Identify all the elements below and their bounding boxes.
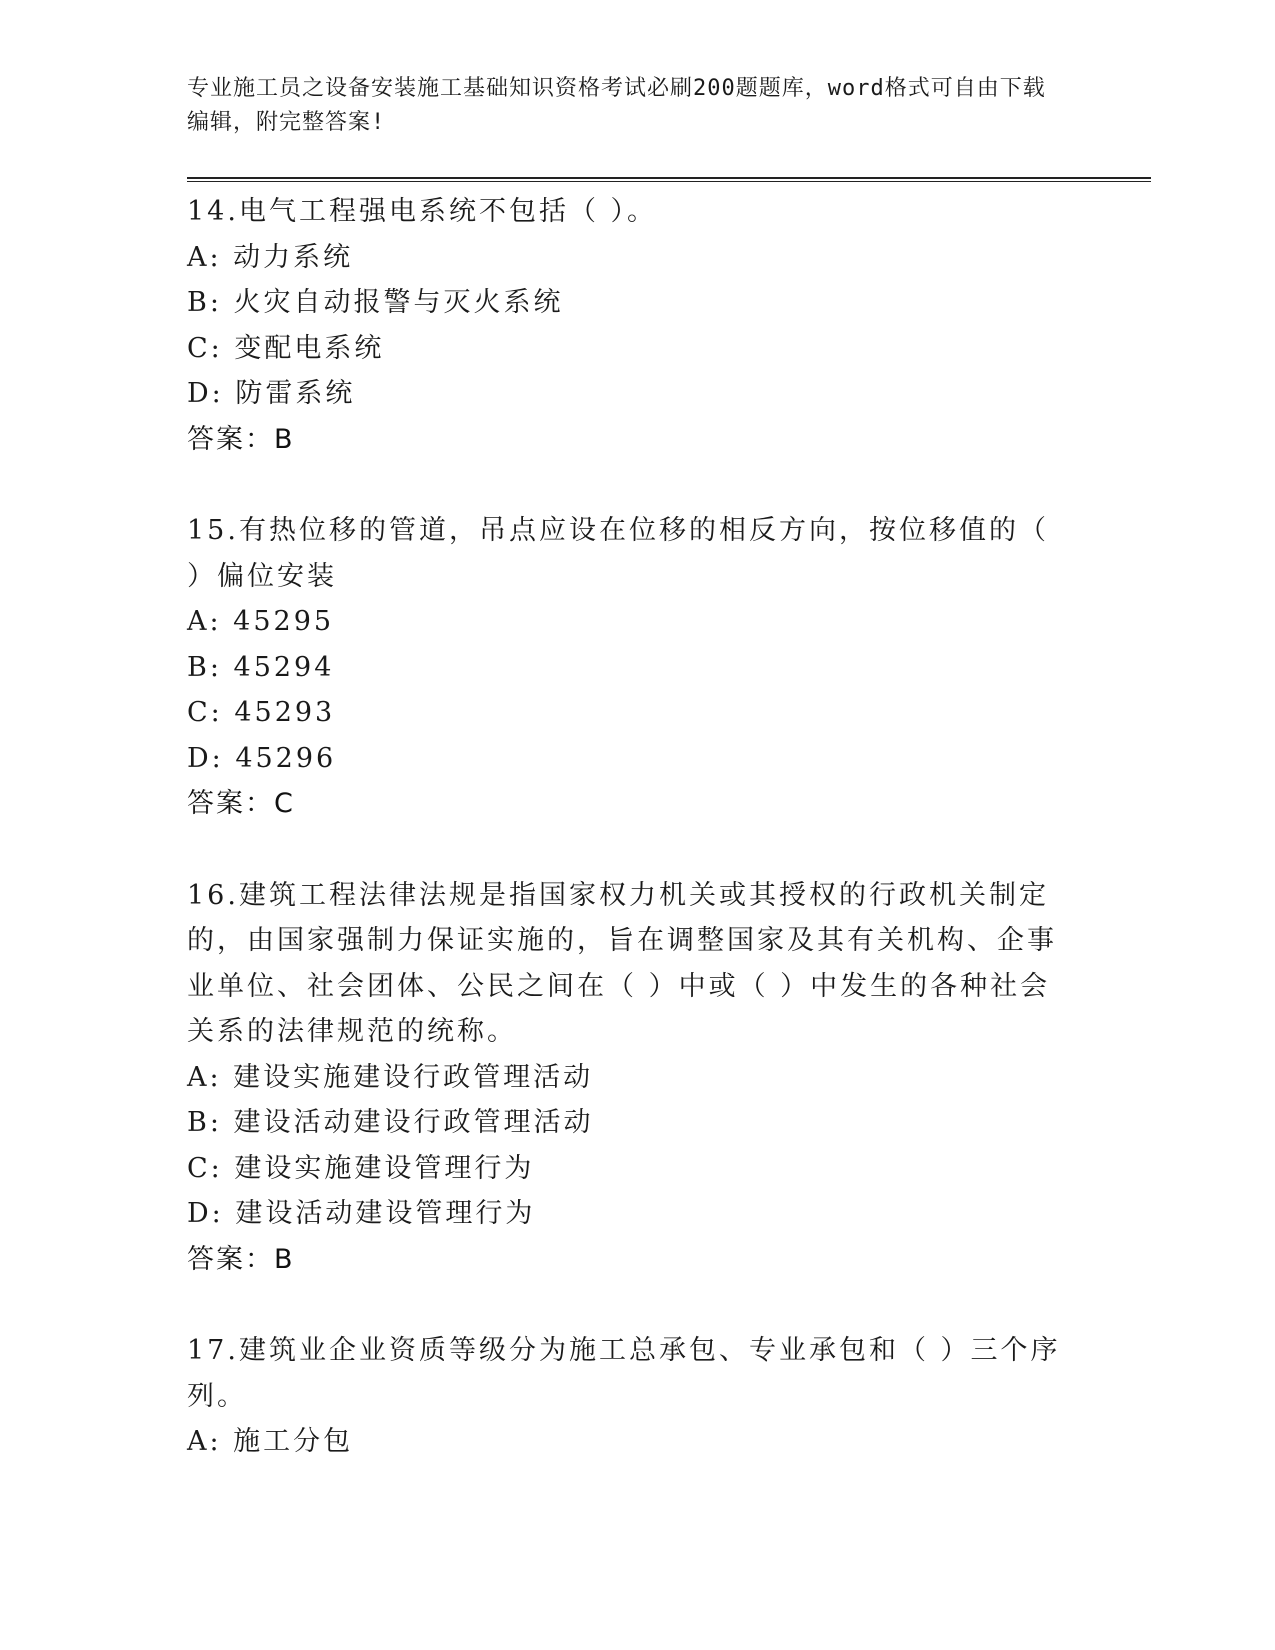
- option-c: C: 建设实施建设管理行为: [187, 1152, 535, 1184]
- question-14: [187, 189, 1087, 462]
- option-a: A: 45295: [187, 606, 335, 637]
- answer-label: 答案：B: [187, 423, 295, 455]
- option-c: C: 变配电系统: [187, 332, 385, 364]
- option-a: A: 动力系统: [187, 241, 354, 273]
- answer-label: 答案：B: [187, 1243, 295, 1275]
- option-b: B: 火灾自动报警与灭火系统: [187, 287, 564, 318]
- option-d: D: 防雷系统: [187, 378, 356, 409]
- answer-label: 答案：C: [187, 788, 295, 819]
- option-a: A: 施工分包: [187, 1426, 354, 1457]
- option-d: D: 建设活动建设管理行为: [187, 1198, 536, 1229]
- header-divider: [187, 177, 1151, 182]
- option-c: C: 45293: [187, 697, 336, 728]
- option-b: B: 45294: [187, 651, 335, 683]
- question-16: [187, 873, 1087, 1283]
- option-b: B: 建设活动建设行政管理活动: [187, 1107, 594, 1138]
- question-17: [187, 1328, 1087, 1465]
- question-stem: 15.有热位移的管道，吊点应设在位移的相反方向，按位移值的（ ）偏位安装: [187, 515, 1061, 592]
- option-a: A: 建设实施建设行政管理活动: [187, 1061, 594, 1093]
- question-15: [187, 508, 1087, 827]
- document-header: 专业施工员之设备安装施工基础知识资格考试必刷200题题库，word格式可自由下载编辑，附完整答案!: [187, 76, 1046, 135]
- question-stem: 17.建筑业企业资质等级分为施工总承包、专业承包和（ ）三个序列。: [187, 1335, 1061, 1412]
- option-d: D: 45296: [187, 742, 337, 774]
- question-list: [187, 189, 1087, 1511]
- question-stem: 14.电气工程强电系统不包括（ ）。: [187, 196, 658, 227]
- question-stem: 16.建筑工程法律法规是指国家权力机关或其授权的行政机关制定的，由国家强制力保证实施的，旨在调整国家及其有关机构、企事业单位、社会团体、公民之间在（ ）中或（ ）中发生的各种社会关系的法律规范的统称。: [187, 879, 1057, 1047]
